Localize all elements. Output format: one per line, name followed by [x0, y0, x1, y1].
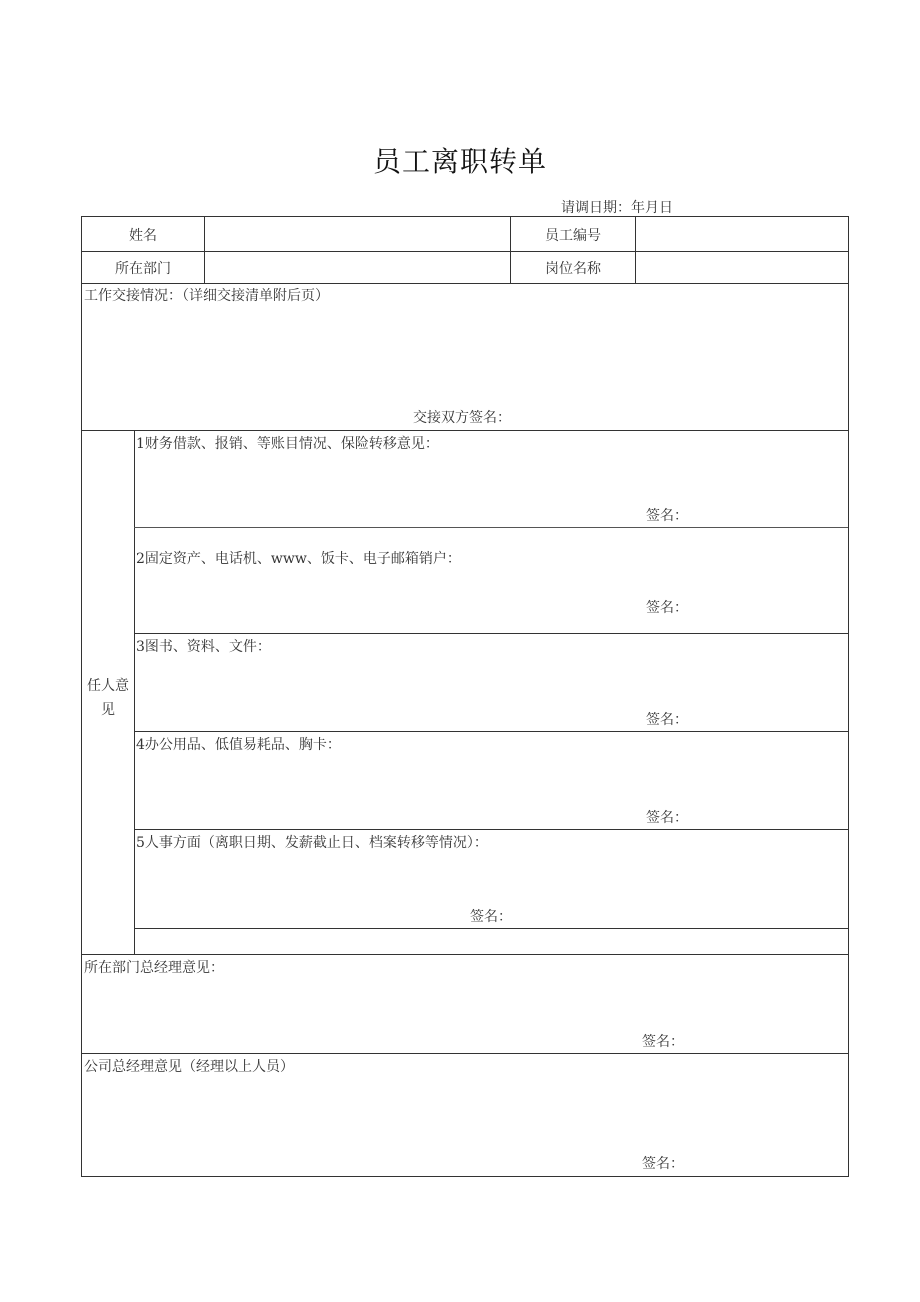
resignation-form: [81, 216, 849, 1177]
row-divider: [134, 633, 848, 634]
department-field[interactable]: [205, 252, 510, 283]
opinion-item-4-signature: 签名：: [646, 810, 688, 826]
employee-id-field[interactable]: [636, 217, 848, 251]
general-manager-signature: 签名：: [642, 1156, 684, 1172]
opinion-item-5-signature: 签名：: [470, 909, 512, 925]
opinion-item-3-text: 3图书、资料、文件：: [136, 639, 271, 655]
department-label: 所在部门: [115, 261, 171, 277]
opinion-item-2-text: 2固定资产、电话机、www、饭卡、电子邮箱销户：: [136, 551, 461, 567]
opinion-side-label: [82, 674, 134, 722]
row-divider: [134, 731, 848, 732]
col-divider: [134, 430, 135, 954]
general-manager-label: 公司总经理意见（经理以上人员）: [84, 1059, 294, 1075]
row-divider: [82, 430, 848, 431]
opinion-side-label-line2: 见: [101, 702, 115, 718]
request-date: 请调日期：年月日: [561, 200, 673, 216]
position-label: 岗位名称: [545, 261, 601, 277]
position-field[interactable]: [636, 252, 848, 283]
dept-manager-signature: 签名：: [642, 1034, 684, 1050]
row-divider: [82, 954, 848, 955]
opinion-item-2-signature: 签名：: [646, 600, 688, 616]
page-title: 员工离职转单: [372, 145, 547, 178]
handover-label: 工作交接情况：（详细交接清单附后页）: [84, 288, 329, 304]
opinion-item-5-text: 5人事方面（离职日期、发薪截止日、档案转移等情况）：: [136, 835, 488, 851]
opinion-item-3-signature: 签名：: [646, 712, 688, 728]
row-divider: [134, 928, 848, 929]
dept-manager-label: 所在部门总经理意见：: [84, 960, 224, 976]
opinion-item-1-signature: 签名：: [646, 508, 688, 524]
row-divider: [134, 829, 848, 830]
row-divider: [134, 527, 848, 528]
opinion-side-label-line1: 任人意: [87, 678, 129, 694]
employee-id-label: 员工编号: [545, 228, 601, 244]
handover-signature: 交接双方签名：: [413, 410, 511, 426]
row-divider: [82, 1053, 848, 1054]
name-label: 姓名: [129, 228, 157, 244]
opinion-item-4-text: 4办公用品、低值易耗品、胸卡：: [136, 737, 341, 753]
opinion-item-1-text: 1财务借款、报销、等账目情况、保险转移意见：: [136, 436, 439, 452]
row-divider: [82, 283, 848, 284]
name-field[interactable]: [205, 217, 510, 251]
